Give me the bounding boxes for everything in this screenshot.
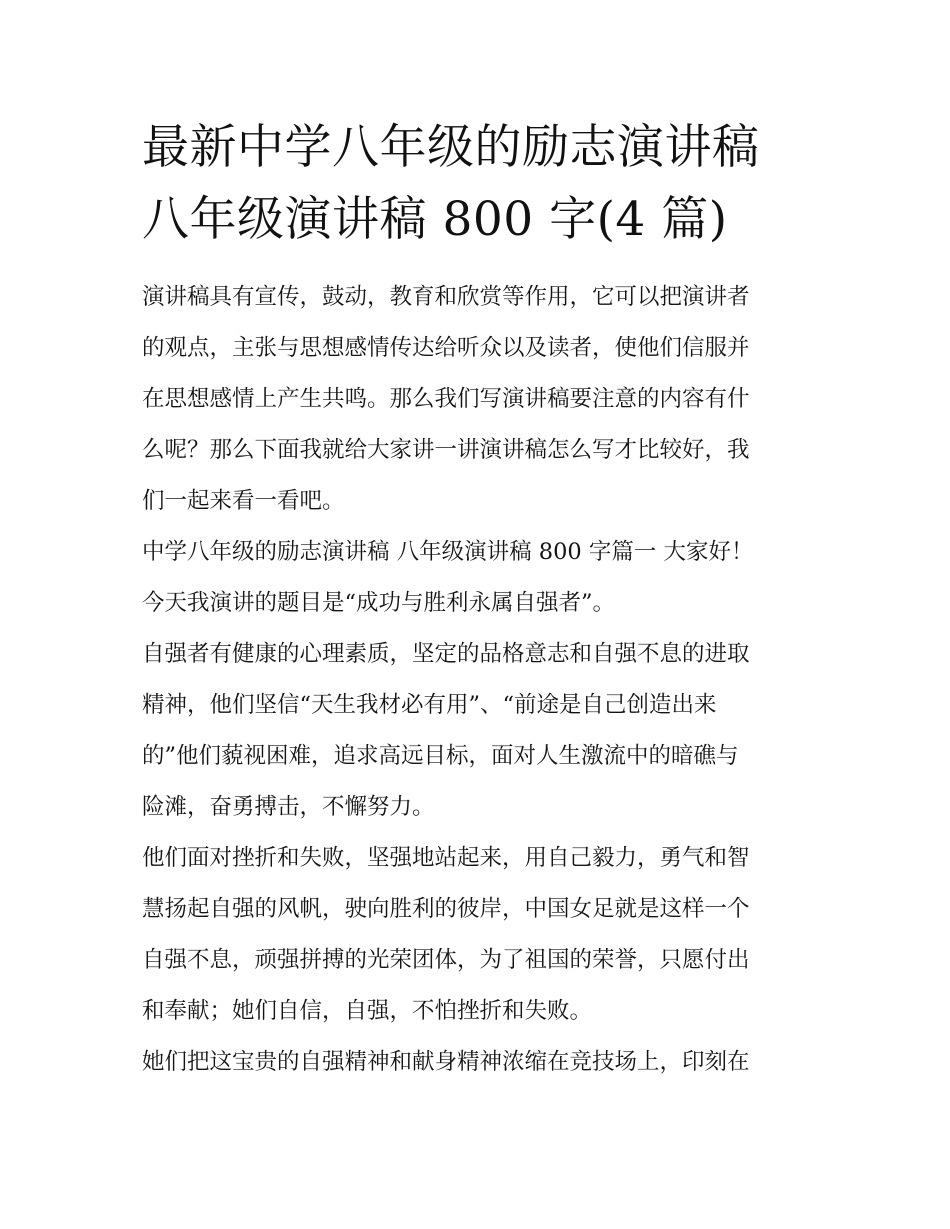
paragraph-spirit (142, 1037, 814, 1088)
text-line: 他们面对挫折和失败，坚强地站起来，用自己毅力，勇气和智 (142, 845, 750, 871)
title-line-1: 最新中学八年级的励志演讲稿 (142, 120, 760, 175)
text-line: 自强者有健康的心理素质，坚定的品格意志和自强不息的进取 (142, 641, 750, 667)
text-line: 慧扬起自强的风帆，驶向胜利的彼岸，中国女足就是这样一个 (142, 896, 750, 922)
paragraph-self-strength (142, 629, 814, 833)
document-title (142, 112, 814, 256)
text-line: 自强不息，顽强拼搏的光荣团体，为了祖国的荣誉，只愿付出 (142, 947, 750, 973)
paragraph-womens-football (142, 833, 814, 1037)
paragraph-topic (142, 578, 814, 629)
text-line: 演讲稿具有宣传，鼓动，教育和欣赏等作用，它可以把演讲者 (142, 284, 750, 310)
text-line: 和奉献；她们自信，自强，不怕挫折和失败。 (142, 998, 593, 1024)
text-line: 的观点，主张与思想感情传达给听众以及读者，使他们信服并 (142, 335, 750, 361)
title-line-2: 八年级演讲稿 800 字(4 篇) (142, 192, 728, 247)
text-line: 么呢？那么下面我就给大家讲一讲演讲稿怎么写才比较好，我 (142, 437, 750, 463)
text-line: 中学八年级的励志演讲稿 八年级演讲稿 800 字篇一 大家好！ (142, 539, 754, 565)
text-line: 险滩，奋勇搏击，不懈努力。 (142, 794, 435, 820)
text-line: 的”他们藐视困难，追求高远目标，面对人生激流中的暗礁与 (142, 743, 739, 769)
document-page (142, 112, 814, 1088)
text-line: 精神，他们坚信“天生我材必有用”、“前途是自己创造出来 (142, 692, 717, 718)
text-line: 今天我演讲的题目是“成功与胜利永属自强者”。 (142, 590, 616, 616)
text-line: 们一起来看一看吧。 (142, 488, 345, 514)
paragraph-intro (142, 272, 814, 527)
text-line: 在思想感情上产生共鸣。那么我们写演讲稿要注意的内容有什 (142, 386, 750, 412)
paragraph-section-heading (142, 527, 814, 578)
text-line: 她们把这宝贵的自强精神和献身精神浓缩在竞技场上，印刻在 (142, 1049, 750, 1075)
